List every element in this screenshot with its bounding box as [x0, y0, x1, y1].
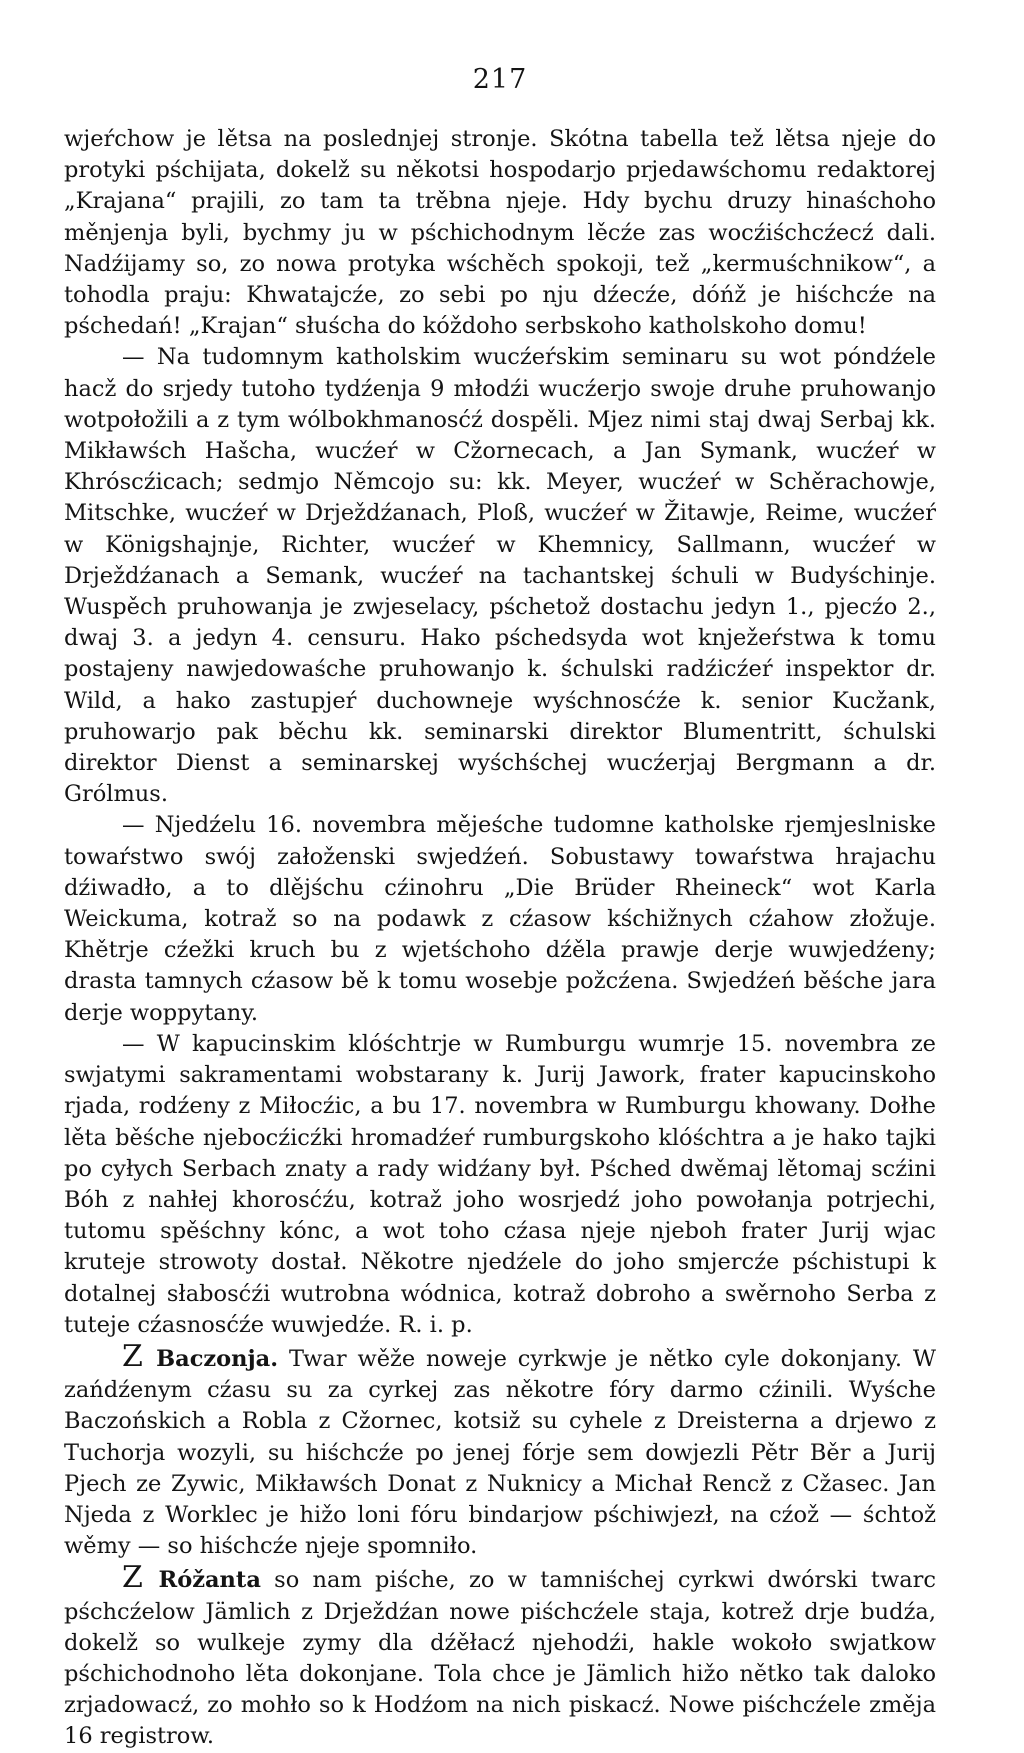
paragraph-text: so nam piśche, zo w tamniśchej cyrkwi dwórski twarc pśchcźelow Jämlich z Drježdźan nowe piśchcźele staja, kotrež drje budźa, dokelž so wulkeje zymy dla dźěłacź njehodźi, hakle wokoło swjatkow pśchichodnoho lěta dokonjane. Tola chce je Jämlich hižo nětko tak daloko zrjadowacź, zo mohło so k Hodźom na nich piskacź. Nowe piśchcźele změja 16 registrow. [64, 1567, 936, 1750]
place-heading: Róžanta [158, 1567, 261, 1594]
paragraph-5 [64, 1338, 936, 1562]
place-heading: Baczonja. [156, 1345, 279, 1372]
paragraph-3: — Njedźelu 16. novembra mějeśche tudomne katholske rjemjeslniske towaŕstwo swój załoženski swjedźeń. Sobustawy towaŕstwa hrajachu dźiwadło, a to dlějśchu cźinohru „Die Brüder Rheineck“ wot Karla Weickuma, kotraž so na podawk z cźasow kśchižnych cźahow złožuje. Khětrje cźežki kruch bu z wjetśchoho dźěla prawje derje wuwjedźeny; drasta tamnych cźasow bě k tomu wosebje požcźena. Swjedźeń běśche jara derje woppytany. [64, 812, 936, 1026]
paragraph-text: Twar wěže noweje cyrkwje je nětko cyle dokonjany. W zańdźenym cźasu su za cyrkej zas někotre fóry darmo cźinili. Wyśche Baczońskich a Robla z Cžornec, kotsiž su cyhele z Dreisterna a drjewo z Tuchorja wozyli, su hiśchcźe po jenej fórje sem dowjezli Pětr Běr a Jurij Pjech ze Zywic, Mikławśch Donat z Nuknicy a Michał Rencž z Cžasec. Jan Njeda z Worklec je hižo loni fóru bindarjow pśchiwjezł, na cźož — śchtož wěmy — so hiśchcźe njeje spomniło. [64, 1345, 936, 1560]
place-prefix: Z [122, 1560, 159, 1596]
paragraph-1: wjeŕchow je lětsa na poslednjej stronje. Skótna tabella tež lětsa njeje do protyki pśchijata, dokelž su někotsi hospodarjo prjedawśchomu redaktorej „Krajana“ prajili, zo tam ta trěbna njeje. Hdy bychu druzy hinaśchoho měnjenja byli, bychmy ju w pśchichodnym lěcźe zas wocźiśchcźecź dali. Nadźijamy so, zo nowa protyka wśchěch spokoji, tež „kermuśchnikow“, a tohodla praju: Khwatajcźe, zo sebi po nju dźecźe, dóńž je hiśchcźe na pśchedań! „Krajan“ słuścha do kóždoho serbskoho katholskoho domu! [64, 126, 936, 340]
paragraph-4: — W kapucinskim klóśchtrje w Rumburgu wumrje 15. novembra ze swjatymi sakramentami wobstarany k. Jurij Jawork, frater kapucinskoho rjada, rodźeny z Miłocźic, a bu 17. novembra w Rumburgu khowany. Dołhe lěta běśche njebocźicźki hromadźeŕ rumburgskoho klóśchtra a je hako tajki po cyłych Serbach znaty a rady widźany był. Pśched dwěmaj lětomaj scźini Bóh z nahłej khorosćźu, kotraž joho wosrjedź joho powołanja potrjechi, tutomu spěśchny kónc, a wot toho cźasa njeje njeboh frater Jurij wjac kruteje strowoty dostał. Někotre njedźele do joho smjercźe pśchistupi k dotalnej słabosćźi wutrobna wódnica, kotraž dobroho a swěrnoho Serba z tuteje cźasnosćźe wuwjedźe. R. i. p. [64, 1030, 936, 1338]
paragraph-2: — Na tudomnym katholskim wucźeŕskim seminaru su wot póndźele hacž do srjedy tutoho tydźenja 9 młodźi wucźerjo swoje druhe pruhowanjo wotpołožili a z tym wólbokhmanosćź dospěli. Mjez nimi staj dwaj Serbaj kk. Mikławśch Hašcha, wucźeŕ w Cžornecach, a Jan Symank, wucźeŕ w Khróscźicach; sedmjo Němcojo su: kk. Meyer, wucźeŕ w Schěrachowje, Mitschke, wucźeŕ w Drježdźanach, Ploß, wucźeŕ w Žitawje, Reime, wucźeŕ w Königshajnje, Richter, wucźeŕ w Khemnicy, Sallmann, wucźeŕ w Drježdźanach a Semank, wucźeŕ na tachantskej śchuli w Budyśchinje. Wuspěch pruhowanja je zwjeselacy, pśchetož dostachu jedyn 1., pjecźo 2., dwaj 3. a jedyn 4. censuru. Hako pśchedsyda wot knježeŕstwa k tomu postajeny nawjedowaśche pruhowanjo k. śchulski radźicźeŕ inspektor dr. Wild, a hako zastupjeŕ duchowneje wyśchnosćźe k. senior Kucžank, pruhowarjo pak běchu kk. seminarski direktor Blumentritt, śchulski direktor Dienst a seminarskej wyśchśchej wucźerjaj Bergmann a dr. Grólmus. [64, 344, 936, 808]
page-number: 217 [472, 64, 528, 95]
paragraph-6 [64, 1562, 936, 1752]
place-prefix: Z [122, 1338, 157, 1374]
body-text [64, 124, 936, 1753]
document-page [64, 0, 936, 1750]
